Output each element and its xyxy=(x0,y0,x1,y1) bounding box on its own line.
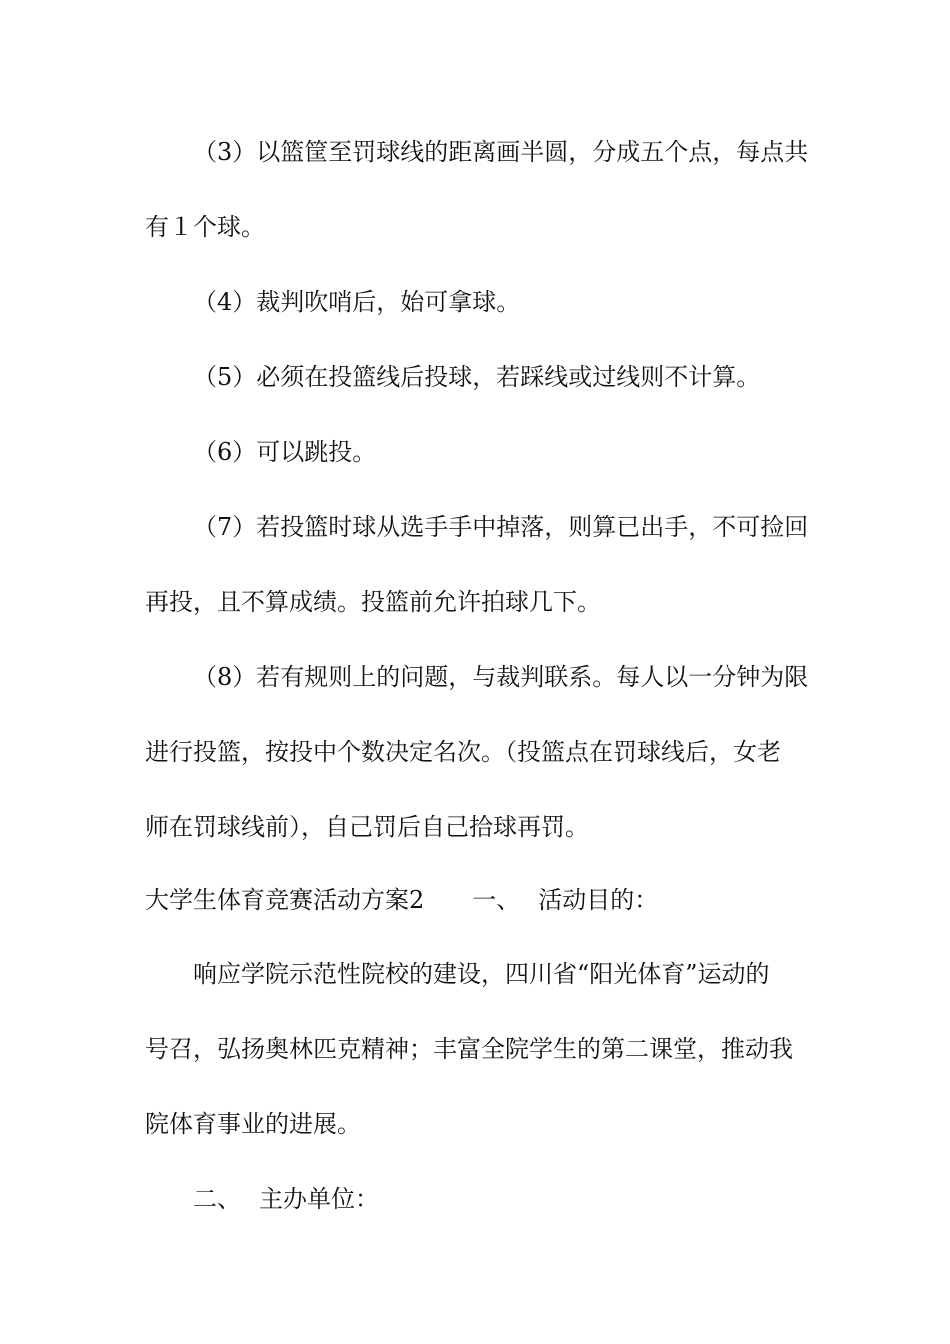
rule-7-line-1: （7）若投篮时球从选手手中掉落，则算已出手，不可捡回 xyxy=(193,513,809,541)
rule-6: （6）可以跳投。 xyxy=(193,438,377,466)
rule-3-line-1: （3）以篮筐至罚球线的距离画半圆，分成五个点，每点共 xyxy=(193,138,809,166)
rule-4: （4）裁判吹哨后，始可拿球。 xyxy=(193,288,521,316)
section-heading-line xyxy=(145,882,658,918)
para-1-line-1: 响应学院示范性院校的建设，四川省“阳光体育”运动的 xyxy=(193,960,770,988)
rule-3-line-2: 有１个球。 xyxy=(145,213,265,241)
rule-8-line-2: 进行投篮，按投中个数决定名次。（投篮点在罚球线后，女老 xyxy=(145,738,781,766)
rule-7-line-2: 再投，且不算成绩。投篮前允许拍球几下。 xyxy=(145,588,601,616)
heading-2 xyxy=(193,1181,379,1217)
heading-1-text: 活动目的： xyxy=(538,886,659,914)
para-1-line-2: 号召，弘扬奥林匹克精神；丰富全院学生的第二课堂，推动我 xyxy=(145,1035,793,1063)
section-title: 大学生体育竞赛活动方案2 xyxy=(145,886,425,914)
para-1-line-3: 院体育事业的进展。 xyxy=(145,1110,361,1138)
heading-1-number: 一、 xyxy=(472,886,521,914)
heading-2-number: 二、 xyxy=(193,1185,241,1213)
rule-8-line-1: （8）若有规则上的问题，与裁判联系。每人以一分钟为限 xyxy=(193,663,809,691)
rule-5: （5）必须在投篮线后投球，若踩线或过线则不计算。 xyxy=(193,363,761,391)
heading-2-text: 主办单位： xyxy=(259,1185,379,1213)
rule-8-line-3: 师在罚球线前），自己罚后自己拾球再罚。 xyxy=(145,813,589,841)
